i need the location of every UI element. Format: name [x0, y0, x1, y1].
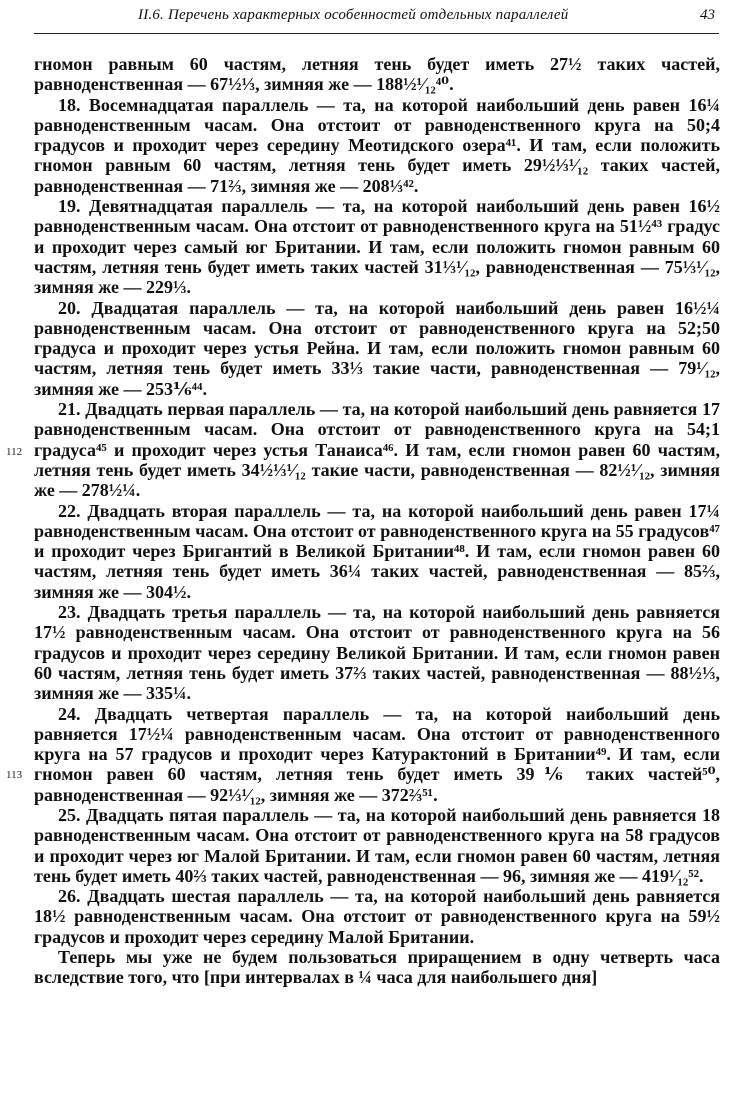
paragraph-closing: Теперь мы уже не будем пользоваться приращением в одну четверть часа вследствие того, что [при интервалах в ¼ часа для наибольшего дня]	[34, 947, 720, 988]
running-header	[34, 4, 719, 26]
paragraph-parallel-23: 23. Двадцать третья параллель — та, на которой наибольший день равняется 17½ равноденственным часам. Она отстоит от равноденственного круга на 56 градусов и проходит через середину Великой Британии. И там, если гномон равен 60 частям, летняя тень будет иметь 37⅔ таких частей, равноденственная — 88½⅓, зимняя же — 335¼.	[34, 602, 720, 704]
paragraph-continuation: гномон равным 60 частям, летняя тень будет иметь 27½ таких частей, равноденственная — 67½⅓, зимняя же — 188½¹⁄₁₂⁴⁰.	[34, 54, 720, 95]
margin-number-112: 112	[6, 446, 23, 458]
paragraph-parallel-22: 22. Двадцать вторая параллель — та, на которой наибольший день равен 17¼ равноденственным часам. Она отстоит от равноденственного круга на 55 градусов⁴⁷ и проходит через Бригантий в Великой Британии⁴⁸. И там, если гномон равен 60 частям, летняя тень будет иметь 36¼ таких частей, равноденственная — 85⅔, зимняя же — 304½.	[34, 500, 720, 602]
chapter-title: II.6. Перечень характерных особенностей отдельных параллелей	[138, 7, 569, 23]
paragraph-parallel-18: 18. Восемнадцатая параллель — та, на которой наибольший день равен 16¼ равноденственным часам. Она отстоит от равноденственного круга на 50;4 градусов и проходит через середину Меотидского озера⁴¹. И там, если положить гномон равным 60 частям, летняя тень будет иметь 29½⅓¹⁄₁₂ таких частей, равноденственная — 71⅔, зимняя же — 208⅓⁴².	[34, 94, 720, 196]
paragraph-parallel-21: 21. Двадцать первая параллель — та, на которой наибольший день равняется 17 равноденственным часам. Она отстоит от равноденственного круга на 54;1 градуса⁴⁵ и проходит через устья Танаиса⁴⁶. И там, если гномон равен 60 частям, летняя тень будет иметь 34½⅓¹⁄₁₂ такие части, равноденственная — 82½¹⁄₁₂, зимняя же — 278½¼.	[34, 399, 720, 501]
margin-number-113: 113	[6, 769, 23, 781]
header-rule	[34, 33, 719, 34]
page-number: 43	[700, 7, 715, 23]
paragraph-parallel-26: 26. Двадцать шестая параллель — та, на которой наибольший день равняется 18½ равноденственным часам. Она отстоит от равноденственного круга на 59½ градусов и проходит через середину Малой Британии.	[34, 886, 720, 947]
paragraph-parallel-25: 25. Двадцать пятая параллель — та, на которой наибольший день равняется 18 равноденственным часам. Она отстоит от равноденственного круга на 58 градусов и проходит через юг Малой Британии. И там, если гномон равен 60 частям, летняя тень будет иметь 40⅔ таких частей, равноденственная — 96, зимняя же — 419¹⁄₁₂⁵².	[34, 804, 720, 886]
body-text	[34, 54, 720, 988]
paragraph-parallel-24: 24. Двадцать четвертая параллель — та, на которой наибольший день равняется 17½¼ равноденственным часам. Она отстоит от равноденственного круга на 57 градусов и проходит через Катурактоний в Британии⁴⁹. И там, если гномон равен 60 частям, летняя тень будет иметь 39⅙ таких частей⁵⁰, равноденственная — 92⅓¹⁄₁₂, зимняя же — 372⅔⁵¹.	[34, 703, 720, 805]
paragraph-parallel-19: 19. Девятнадцатая параллель — та, на которой наибольший день равен 16½ равноденственным часам. Она отстоит от равноденственного круга на 51½⁴³ градус и проходит через самый юг Британии. И там, если положить гномон равным 60 частям, летняя тень будет иметь таких частей 31⅓¹⁄₁₂, равноденственная — 75⅓¹⁄₁₂, зимняя же — 229⅓.	[34, 196, 720, 298]
paragraph-parallel-20: 20. Двадцатая параллель — та, на которой наибольший день равен 16½¼ равноденственным часам. Она отстоит от равноденственного круга на 52;50 градуса и проходит через устья Рейна. И там, если положить гномон равным 60 частям, летняя тень будет иметь 33⅓ такие части, равноденственная — 79¹⁄₁₂, зимняя же — 253⅙⁴⁴.	[34, 297, 720, 399]
